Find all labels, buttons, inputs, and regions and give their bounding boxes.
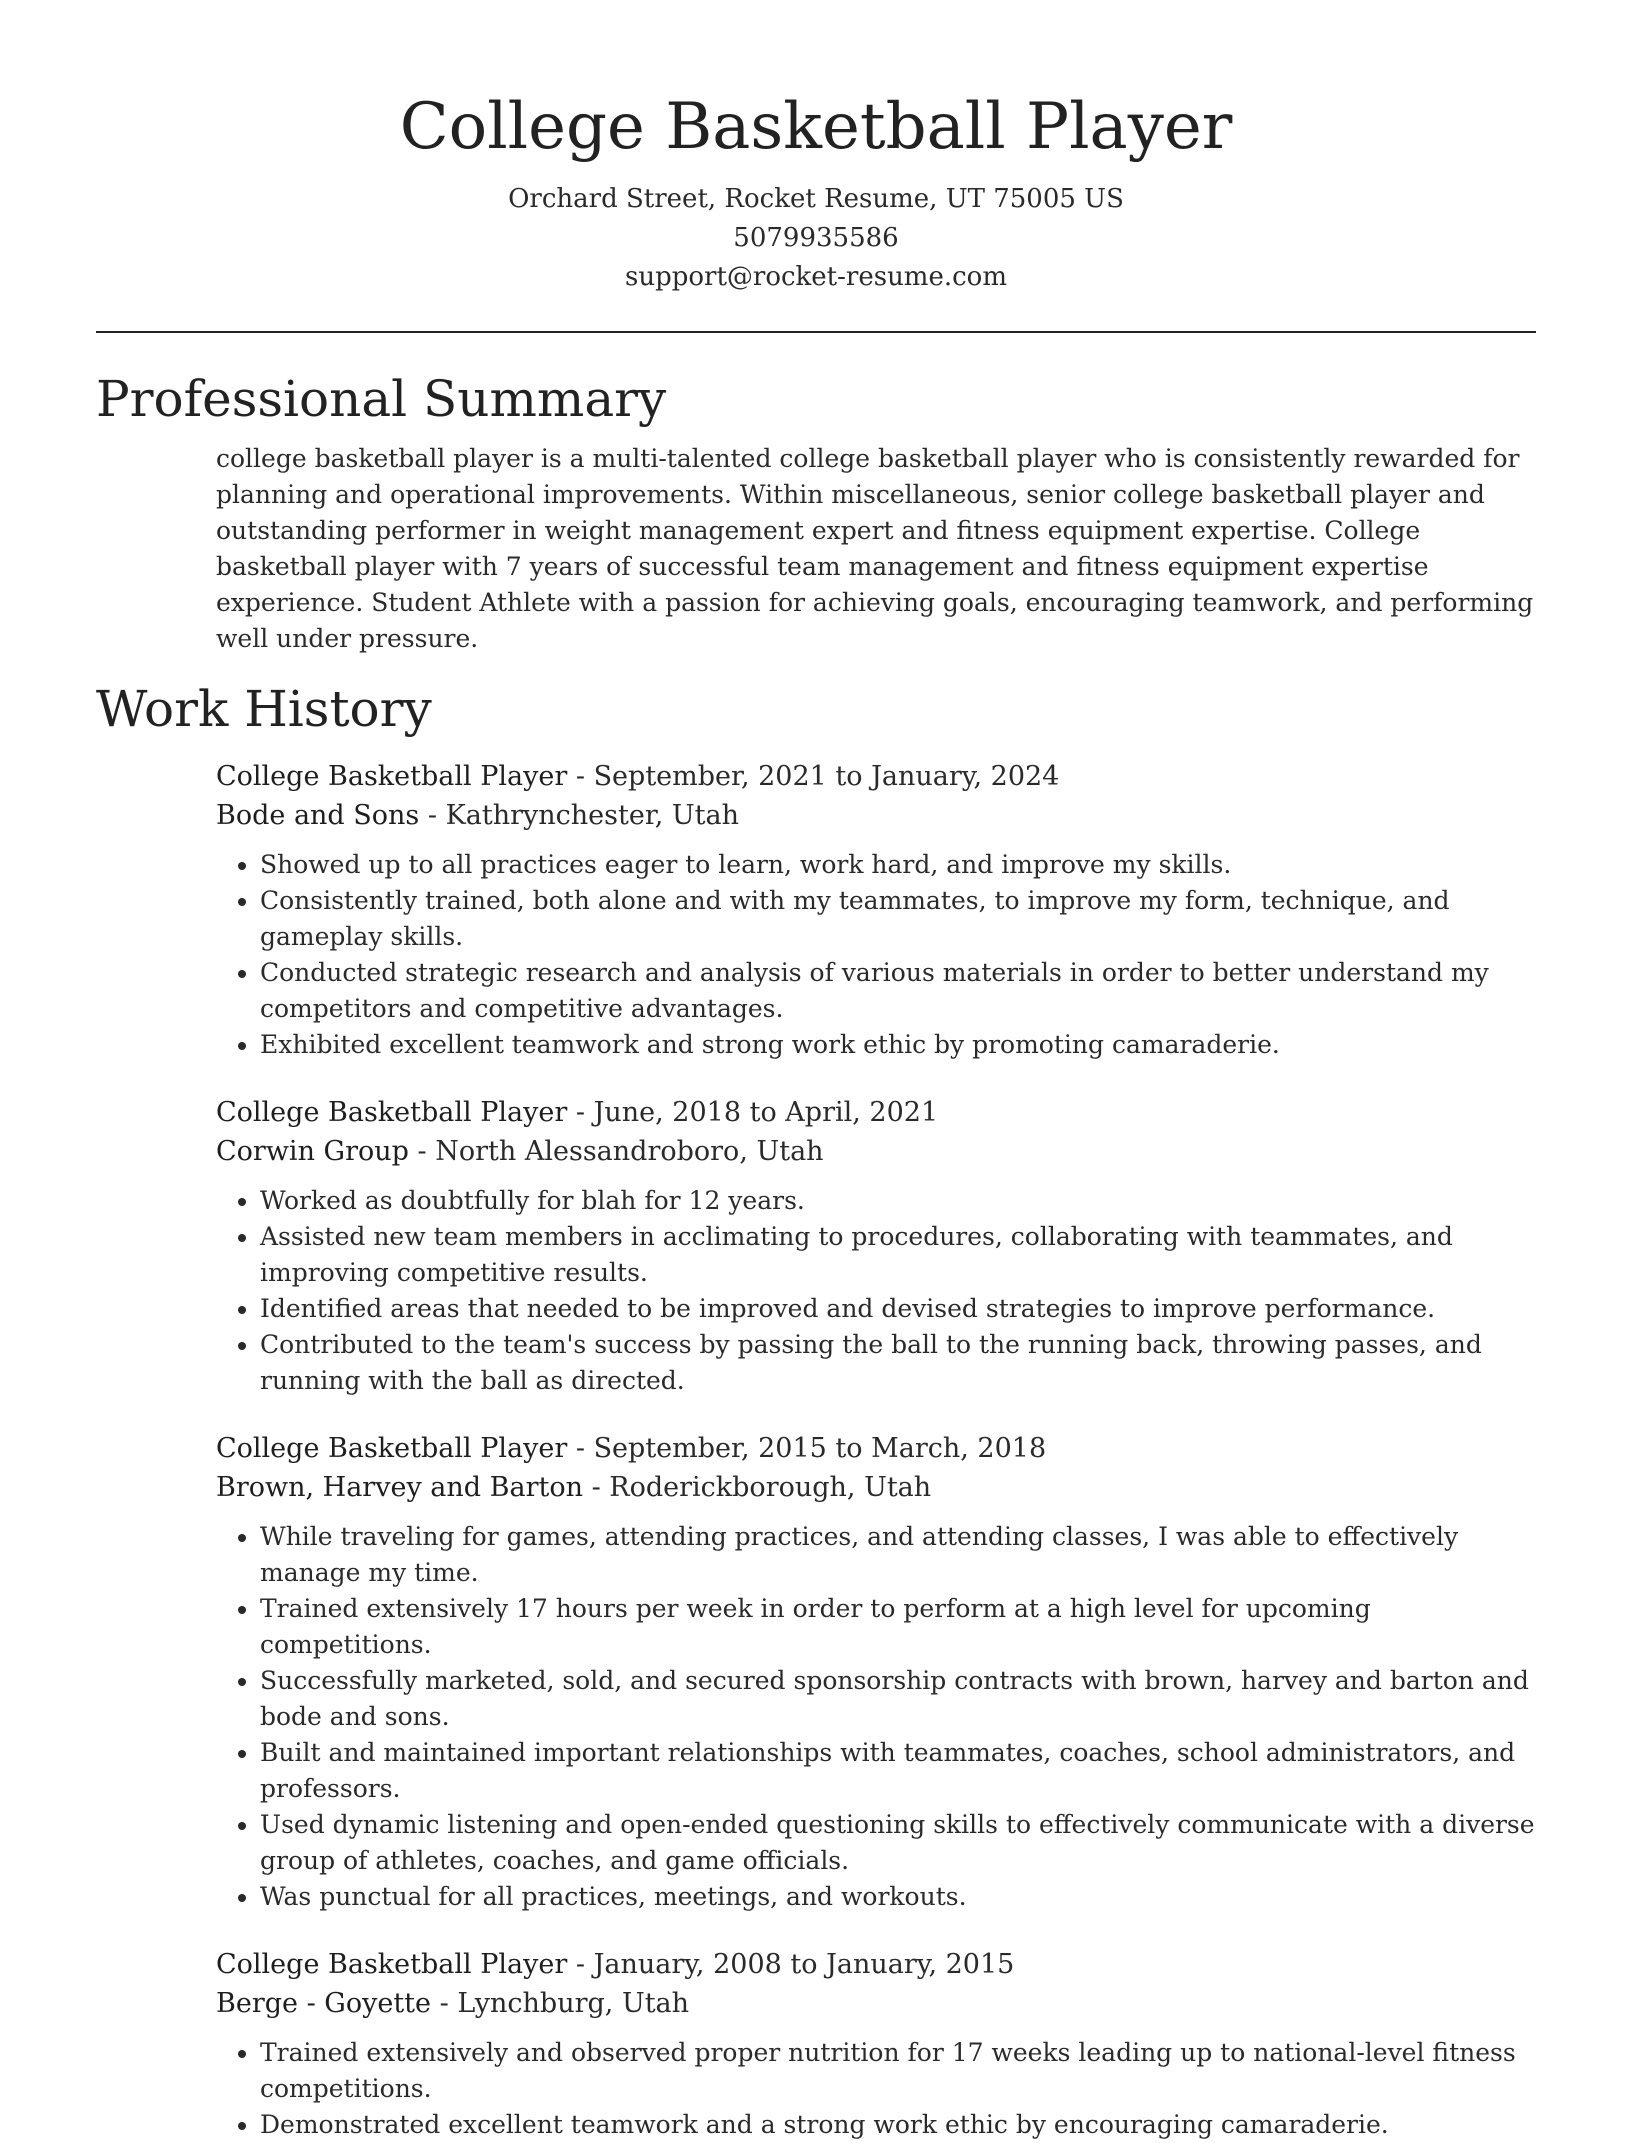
resume-page — [96, 0, 1536, 2143]
job-entry — [216, 757, 1536, 1063]
job-bullet: • Showed up to all practices eager to learn, work hard, and improve my skills. — [260, 847, 1536, 883]
job-company: Berge - Goyette — [216, 1988, 432, 2019]
contact-info — [96, 180, 1536, 297]
job-bullet: • Demonstrated excellent teamwork and a strong work ethic by encouraging camaraderie. — [260, 2107, 1536, 2143]
job-dates: January, 2008 to January, 2015 — [593, 1949, 1015, 1980]
job-title: College Basketball Player — [216, 1433, 568, 1464]
job-location: North Alessandroboro, Utah — [435, 1136, 824, 1167]
job-location: Lynchburg, Utah — [457, 1988, 690, 2019]
job-bullet: • Exhibited excellent teamwork and strong work ethic by promoting camaraderie. — [260, 1027, 1536, 1063]
job-title: College Basketball Player — [216, 1949, 568, 1980]
email-address: support@rocket-resume.com — [624, 262, 1007, 292]
job-bullet: • Trained extensively 17 hours per week in order to perform at a high level for upcoming competitions. — [260, 1591, 1536, 1663]
job-entry — [216, 1429, 1536, 1915]
job-bullet: • Contributed to the team's success by passing the ball to the running back, throwing passes, and running with the ball as directed. — [260, 1327, 1536, 1399]
job-bullet: • Built and maintained important relationships with teammates, coaches, school administrators, and professors. — [260, 1735, 1536, 1807]
job-bullets — [216, 1183, 1536, 1399]
job-company-line: Corwin Group - North Alessandroboro, Utah — [216, 1136, 824, 1167]
job-bullets — [216, 1519, 1536, 1915]
job-bullet: • Identified areas that needed to be improved and devised strategies to improve performance. — [260, 1291, 1536, 1327]
job-title-line: College Basketball Player - June, 2018 to April, 2021 — [216, 1097, 939, 1128]
job-company: Brown, Harvey and Barton — [216, 1472, 583, 1503]
job-bullet: • Used dynamic listening and open-ended questioning skills to effectively communicate with a diverse group of athletes, coaches, and game officials. — [260, 1807, 1536, 1879]
job-company: Bode and Sons — [216, 800, 420, 831]
job-dates: September, 2015 to March, 2018 — [593, 1433, 1047, 1464]
job-company: Corwin Group — [216, 1136, 409, 1167]
job-entry — [216, 1093, 1536, 1399]
job-title-line: College Basketball Player - September, 2021 to January, 2024 — [216, 761, 1060, 792]
summary-text: college basketball player is a multi-talented college basketball player who is consistently rewarded for planning and operational improvements. Within miscellaneous, senior college basketball player and outstanding performer in weight management expert and fitness equipment expertise. College basketball player with 7 years of successful team management and fitness equipment expertise experience. Student Athlete with a passion for achieving goals, encouraging teamwork, and performing well under pressure. — [216, 444, 1534, 653]
job-bullet: • Conducted strategic research and analysis of various materials in order to better understand my competitors and competitive advantages. — [260, 955, 1536, 1027]
job-title-line: College Basketball Player - September, 2015 to March, 2018 — [216, 1433, 1047, 1464]
job-company-line: Brown, Harvey and Barton - Roderickborough, Utah — [216, 1472, 932, 1503]
job-bullet: • While traveling for games, attending practices, and attending classes, I was able to effectively manage my time. — [260, 1519, 1536, 1591]
job-bullet: • Worked as doubtfully for blah for 12 years. — [260, 1183, 1536, 1219]
job-dates: September, 2021 to January, 2024 — [593, 761, 1060, 792]
job-title: College Basketball Player — [216, 761, 568, 792]
job-location: Roderickborough, Utah — [609, 1472, 932, 1503]
work-history-heading: Work History — [96, 680, 432, 738]
job-location: Kathrynchester, Utah — [445, 800, 740, 831]
job-company-line: Berge - Goyette - Lynchburg, Utah — [216, 1988, 690, 2019]
job-company-line: Bode and Sons - Kathrynchester, Utah — [216, 800, 740, 831]
phone-number: 5079935586 — [733, 223, 899, 253]
candidate-name: College Basketball Player — [399, 90, 1233, 164]
header-divider — [96, 331, 1536, 333]
job-bullet: • Successfully marketed, sold, and secured sponsorship contracts with brown, harvey and barton and bode and sons. — [260, 1663, 1536, 1735]
resume-header — [96, 0, 1536, 297]
address: Orchard Street, Rocket Resume, UT 75005 US — [508, 184, 1124, 214]
work-history-list — [216, 757, 1536, 2143]
job-bullet: • Assisted new team members in acclimating to procedures, collaborating with teammates, and improving competitive results. — [260, 1219, 1536, 1291]
job-entry — [216, 1945, 1536, 2143]
job-bullets — [216, 2035, 1536, 2143]
job-title: College Basketball Player — [216, 1097, 568, 1128]
job-dates: June, 2018 to April, 2021 — [593, 1097, 939, 1128]
job-title-line: College Basketball Player - January, 2008 to January, 2015 — [216, 1949, 1015, 1980]
job-bullet: • Was punctual for all practices, meetings, and workouts. — [260, 1879, 1536, 1915]
job-bullet: • Consistently trained, both alone and with my teammates, to improve my form, technique, and gameplay skills. — [260, 883, 1536, 955]
job-bullets — [216, 847, 1536, 1063]
summary-heading: Professional Summary — [96, 370, 667, 428]
job-bullet: • Trained extensively and observed proper nutrition for 17 weeks leading up to national-level fitness competitions. — [260, 2035, 1536, 2107]
